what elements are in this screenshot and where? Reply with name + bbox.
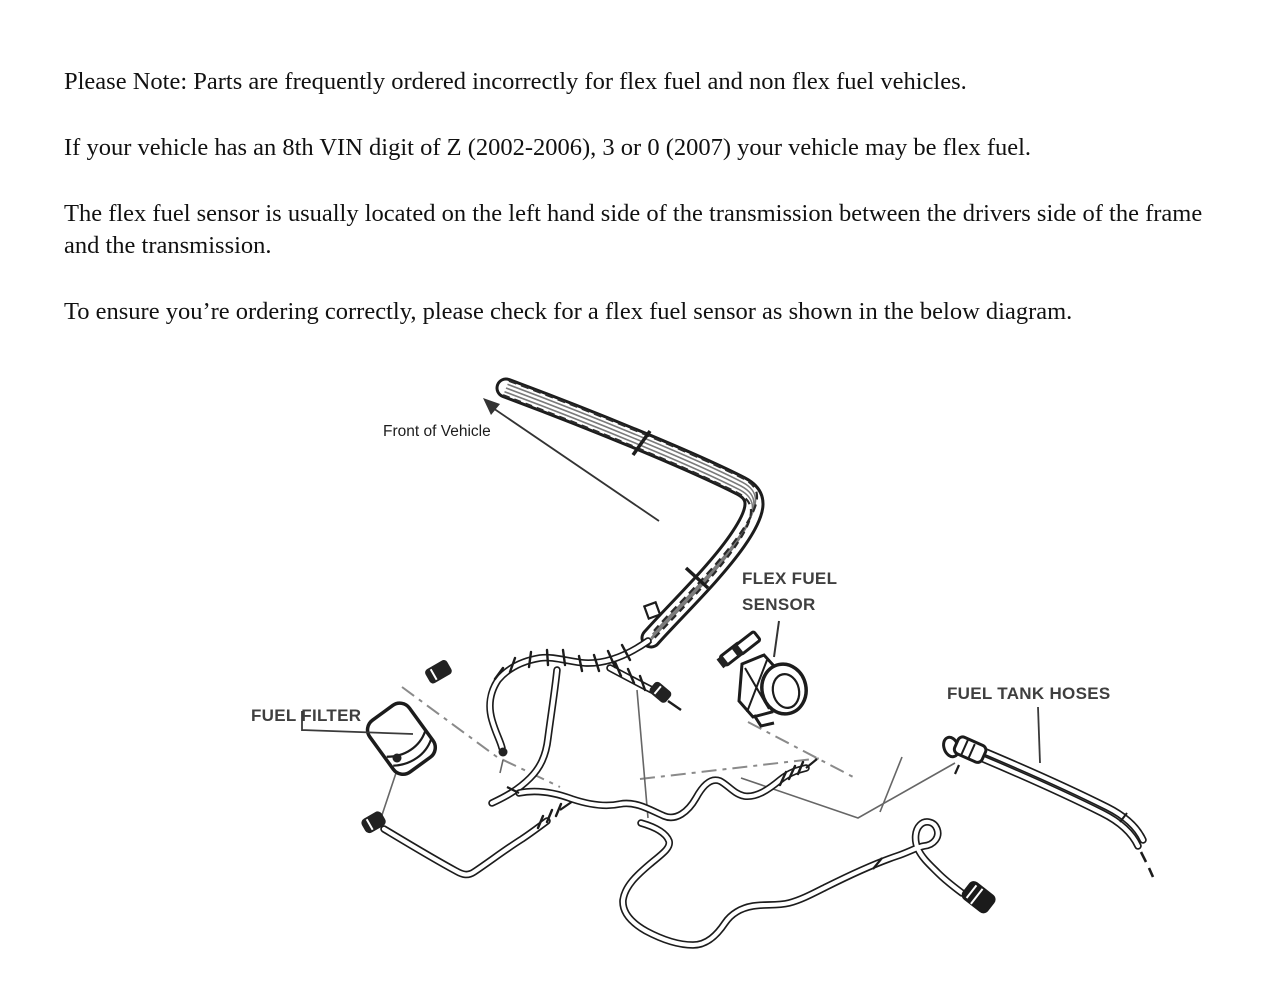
flex-fuel-sensor-part <box>717 621 811 726</box>
middle-zigzag-fuel-line <box>507 759 817 817</box>
bottom-loop-fuel-line <box>623 822 998 945</box>
arrowhead-icon <box>483 398 500 415</box>
thin-pointer-lines <box>381 690 955 818</box>
filter-outlet-pin <box>393 754 402 763</box>
fuel-tank-hoses-part <box>941 735 1153 877</box>
fuel-tank-hoses-leader-line <box>1038 707 1040 763</box>
notice-paragraph-4: To ensure you’re ordering correctly, please check for a flex fuel sensor as shown in the below diagram. <box>64 298 1073 325</box>
front-of-vehicle-label: Front of Vehicle <box>383 423 491 440</box>
notice-paragraph-2: If your vehicle has an 8th VIN digit of Z (2002-2006), 3 or 0 (2007) your vehicle may be flex fuel. <box>64 134 1032 161</box>
lower-left-fuel-line <box>360 801 573 875</box>
notice-paragraph-3: The flex fuel sensor is usually located on the left hand side of the transmission between the drivers side of the frame and the transmission. <box>64 200 1203 259</box>
loop-end-connector <box>959 879 998 916</box>
notice-paragraph-1: Please Note: Parts are frequently ordered incorrectly for flex fuel and non flex fuel vehicles. <box>64 68 967 95</box>
flex-fuel-sensor-label-line2: SENSOR <box>742 595 816 614</box>
fuel-filter-label: FUEL FILTER <box>251 706 362 725</box>
bundle-clip-tab <box>644 602 660 618</box>
fuel-tank-hoses-label: FUEL TANK HOSES <box>947 684 1111 703</box>
flex-fuel-sensor-label-line1: FLEX FUEL <box>742 569 838 588</box>
tank-hose-connector <box>941 735 987 774</box>
fuel-filter-part <box>363 698 440 779</box>
curl-pin <box>499 748 508 757</box>
quick-connect-fitting-left <box>424 659 454 685</box>
main-fuel-line-bundle <box>503 381 757 645</box>
